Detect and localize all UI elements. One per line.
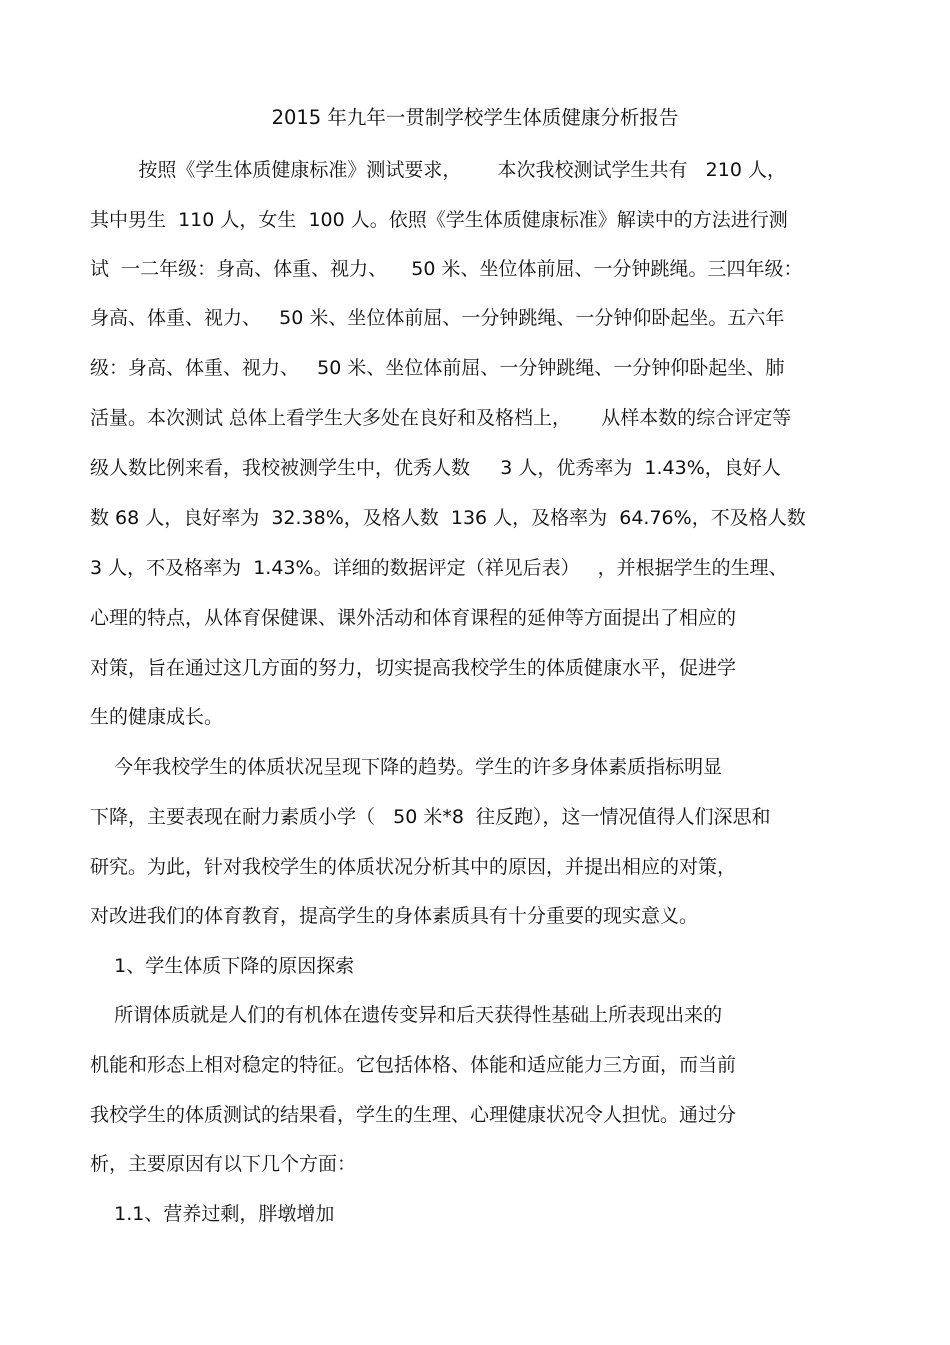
paragraph-line: 级：身高、体重、视力、 50 米、坐位体前屈、一分钟跳绳、一分钟仰卧起坐、肺 — [90, 357, 785, 379]
paragraph-line: 身高、体重、视力、 50 米、坐位体前屈、一分钟跳绳、一分钟仰卧起坐。五六年 — [90, 307, 785, 329]
paragraph-line: 活量。本次测试 总体上看学生大多处在良好和及格档上， 从样本数的综合评定等 — [90, 407, 792, 429]
paragraph-line: 下降，主要表现在耐力素质小学（ 50 米*8 往反跑），这一情况值得人们深思和 — [90, 806, 771, 828]
section-heading: 1、学生体质下降的原因探索 — [90, 955, 355, 977]
paragraph-line: 其中男生 110 人，女生 100 人。依照《学生体质健康标准》解读中的方法进行测 — [90, 209, 788, 231]
paragraph-line: 数 68 人，良好率为 32.38%，及格人数 136 人，及格率为 64.76%，不及格人数 — [90, 507, 806, 529]
paragraph-line: 心理的特点，从体育保健课、课外活动和体育课程的延伸等方面提出了相应的 — [90, 607, 737, 629]
paragraph-line: 试 一二年级：身高、体重、视力、 50 米、坐位体前屈、一分钟跳绳。三四年级： — [90, 258, 803, 280]
paragraph-line: 生的健康成长。 — [90, 706, 224, 728]
paragraph-line: 级人数比例来看，我校被测学生中，优秀人数 3 人，优秀率为 1.43%，良好人 — [90, 457, 781, 479]
subsection-heading: 1.1、营养过剩，胖墩增加 — [90, 1203, 335, 1225]
paragraph-line: 对改进我们的体育教育，提高学生的身体素质具有十分重要的现实意义。 — [90, 905, 699, 927]
paragraph-line: 按照《学生体质健康标准》测试要求， 本次我校测试学生共有 210 人， — [90, 159, 786, 181]
paragraph-line: 对策，旨在通过这几方面的努力，切实提高我校学生的体质健康水平，促进学 — [90, 657, 737, 679]
paragraph-line: 所谓体质就是人们的有机体在遗传变异和后天获得性基础上所表现出来的 — [90, 1004, 723, 1026]
paragraph-line: 今年我校学生的体质状况呈现下降的趋势。学生的许多身体素质指标明显 — [90, 756, 723, 778]
paragraph-line: 析，主要原因有以下几个方面： — [90, 1153, 357, 1175]
paragraph-line: 研究。为此，针对我校学生的体质状况分析其中的原因，并提出相应的对策， — [90, 856, 737, 878]
paragraph-line: 机能和形态上相对稳定的特征。它包括体格、体能和适应能力三方面，而当前 — [90, 1054, 737, 1076]
paragraph-line: 3 人，不及格率为 1.43%。详细的数据评定（祥见后表） ，并根据学生的生理、 — [90, 557, 788, 579]
paragraph-line: 我校学生的体质测试的结果看，学生的生理、心理健康状况令人担忧。通过分 — [90, 1104, 737, 1126]
document-title: 2015 年九年一贯制学校学生体质健康分析报告 — [271, 106, 679, 129]
